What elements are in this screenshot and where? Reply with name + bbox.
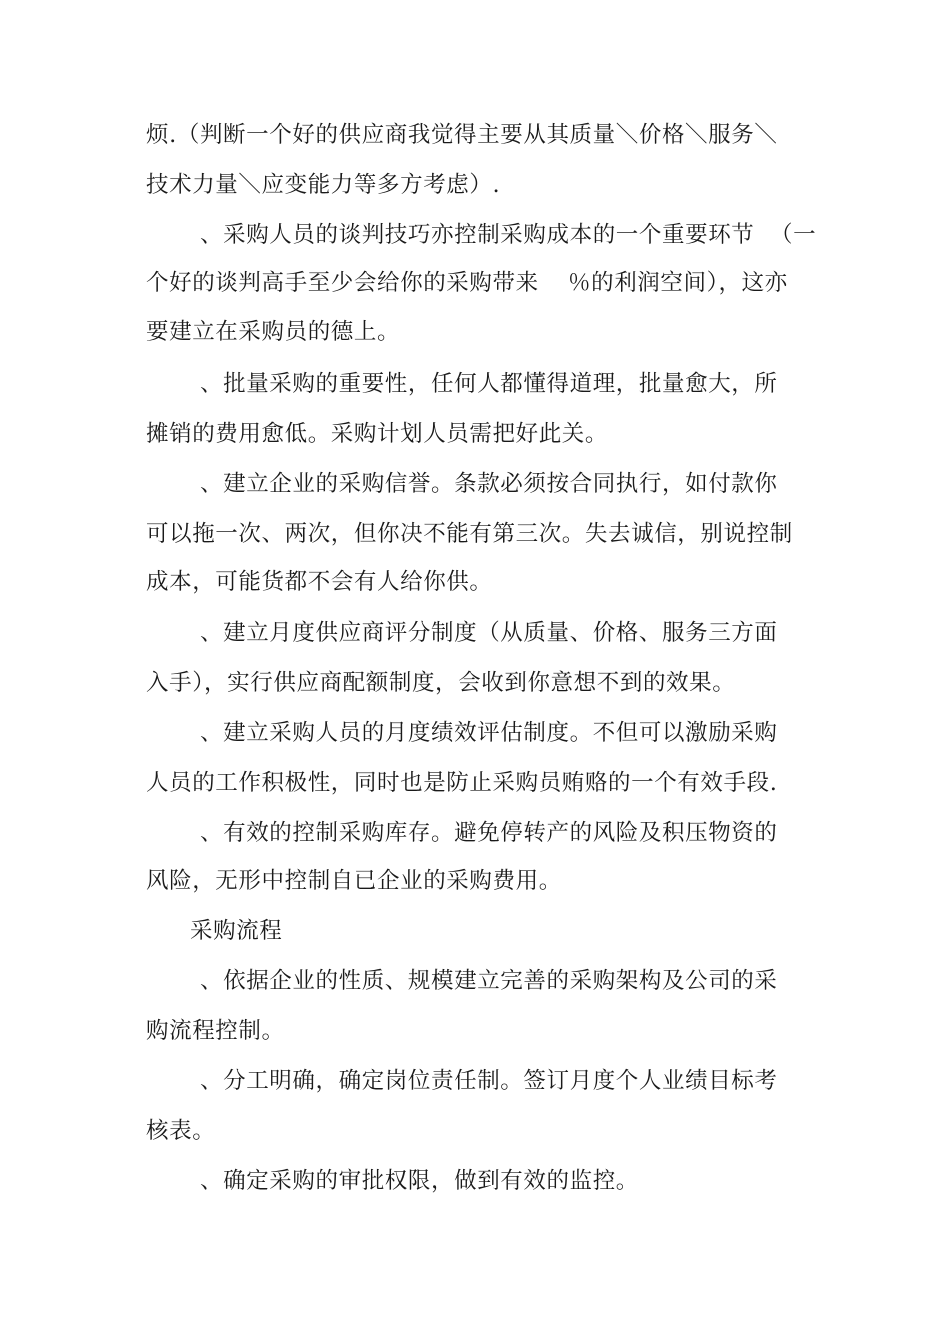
text-line: 、建立月度供应商评分制度（从质量、价格、服务三方面 <box>200 620 778 646</box>
text-line: 可以拖一次、两次，但你决不能有第三次。失去诚信，别说控制 <box>146 521 793 547</box>
text-line: 摊销的费用愈低。采购计划人员需把好此关。 <box>146 421 609 447</box>
text-line: 购流程控制。 <box>146 1018 285 1044</box>
text-line: 、建立采购人员的月度绩效评估制度。不但可以激励采购 <box>200 720 778 746</box>
text-line: 、分工明确，确定岗位责任制。签订月度个人业绩目标考 <box>200 1068 778 1094</box>
text-line: 烦.（判断一个好的供应商我觉得主要从其质量＼价格＼服务＼ <box>146 122 778 148</box>
text-line: 、确定采购的审批权限，做到有效的监控。 <box>200 1168 639 1194</box>
text-line: （一 <box>770 222 817 248</box>
text-line: 、依据企业的性质、规模建立完善的采购架构及公司的采 <box>200 968 778 994</box>
text-line: 风险，无形中控制自已企业的采购费用。 <box>146 868 562 894</box>
text-line: 要建立在采购员的德上。 <box>146 319 401 345</box>
text-line: 成本，可能货都不会有人给你供。 <box>146 569 493 595</box>
text-line: 人员的工作积极性，同时也是防止采购员贿赂的一个有效手段. <box>146 770 778 796</box>
text-line: 技术力量＼应变能力等多方考虑）. <box>146 172 501 198</box>
text-line: ％的利润空间），这亦 <box>568 270 788 296</box>
text-line: 核表。 <box>146 1118 216 1144</box>
text-line: 入手），实行供应商配额制度，会收到你意想不到的效果。 <box>146 670 736 696</box>
text-line: 、采购人员的谈判技巧亦控制采购成本的一个重要环节 <box>200 222 755 248</box>
text-line: 、有效的控制采购库存。避免停转产的风险及积压物资的 <box>200 820 778 846</box>
text-line: 、建立企业的采购信誉。条款必须按合同执行，如付款你 <box>200 471 778 497</box>
text-line: 、批量采购的重要性，任何人都懂得道理，批量愈大，所 <box>200 371 778 397</box>
section-heading: 采购流程 <box>190 918 283 944</box>
text-line: 个好的谈判高手至少会给你的采购带来 <box>146 270 539 296</box>
